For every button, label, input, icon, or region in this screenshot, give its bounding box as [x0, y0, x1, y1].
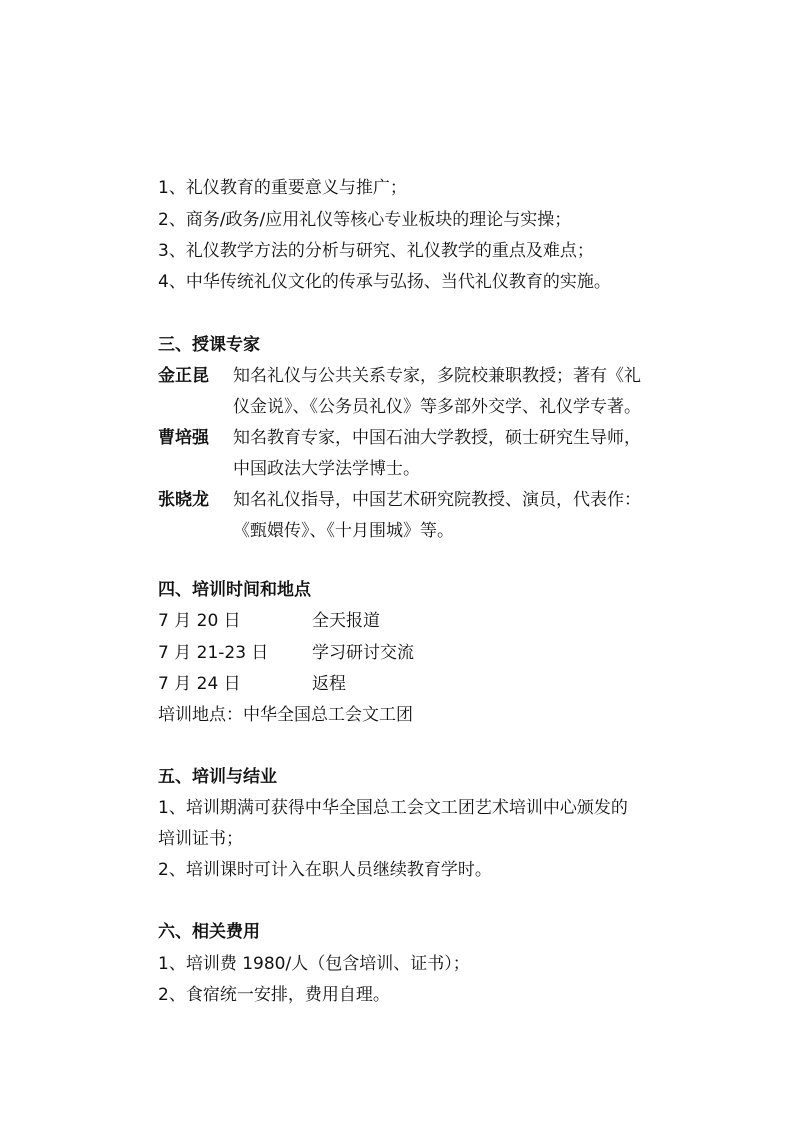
experts-heading: 三、授课专家	[158, 335, 260, 355]
completion-line-3: 2、培训课时可计入在职人员继续教育学时。	[158, 860, 492, 880]
content-item-2: 2、商务/政务/应用礼仪等核心专业板块的理论与实操；	[158, 210, 572, 230]
schedule-event-2: 学习研讨交流	[312, 643, 414, 663]
expert-desc-1-line-2: 仪金说》、《公务员礼仪》等多部外交学、礼仪学专著。	[233, 397, 641, 417]
content-item-1: 1、礼仪教育的重要意义与推广；	[158, 178, 407, 198]
completion-line-2: 培训证书；	[158, 829, 243, 849]
expert-name-1: 金正昆	[158, 366, 209, 386]
fees-line-1: 1、培训费 1980/人（包含培训、证书）；	[158, 954, 470, 974]
expert-name-3: 张晓龙	[158, 490, 209, 510]
schedule-date-1: 7 月 20 日	[158, 611, 241, 631]
expert-desc-3-line-1: 知名礼仪指导，中国艺术研究院教授、演员，代表作：	[233, 490, 641, 510]
schedule-date-3: 7 月 24 日	[158, 674, 241, 694]
expert-desc-1-line-1: 知名礼仪与公共关系专家，多院校兼职教授；著有《礼	[233, 366, 641, 386]
completion-line-1: 1、培训期满可获得中华全国总工会文工团艺术培训中心颁发的	[158, 798, 628, 818]
fees-line-2: 2、食宿统一安排，费用自理。	[158, 985, 390, 1005]
completion-heading: 五、培训与结业	[158, 767, 277, 787]
content-item-3: 3、礼仪教学方法的分析与研究、礼仪教学的重点及难点；	[158, 241, 594, 261]
schedule-location: 培训地点：中华全国总工会文工团	[158, 705, 413, 725]
content-item-4: 4、中华传统礼仪文化的传承与弘扬、当代礼仪教育的实施。	[158, 272, 611, 292]
fees-heading: 六、相关费用	[158, 922, 260, 942]
schedule-heading: 四、培训时间和地点	[158, 580, 311, 600]
expert-desc-3-line-2: 《甄嬛传》、《十月围城》等。	[233, 521, 454, 541]
schedule-event-1: 全天报道	[312, 611, 380, 631]
expert-desc-2-line-2: 中国政法大学法学博士。	[233, 459, 420, 479]
schedule-event-3: 返程	[312, 674, 346, 694]
expert-name-2: 曹培强	[158, 428, 209, 448]
expert-desc-2-line-1: 知名教育专家，中国石油大学教授，硕士研究生导师，	[233, 428, 641, 448]
schedule-date-2: 7 月 21-23 日	[158, 643, 269, 663]
